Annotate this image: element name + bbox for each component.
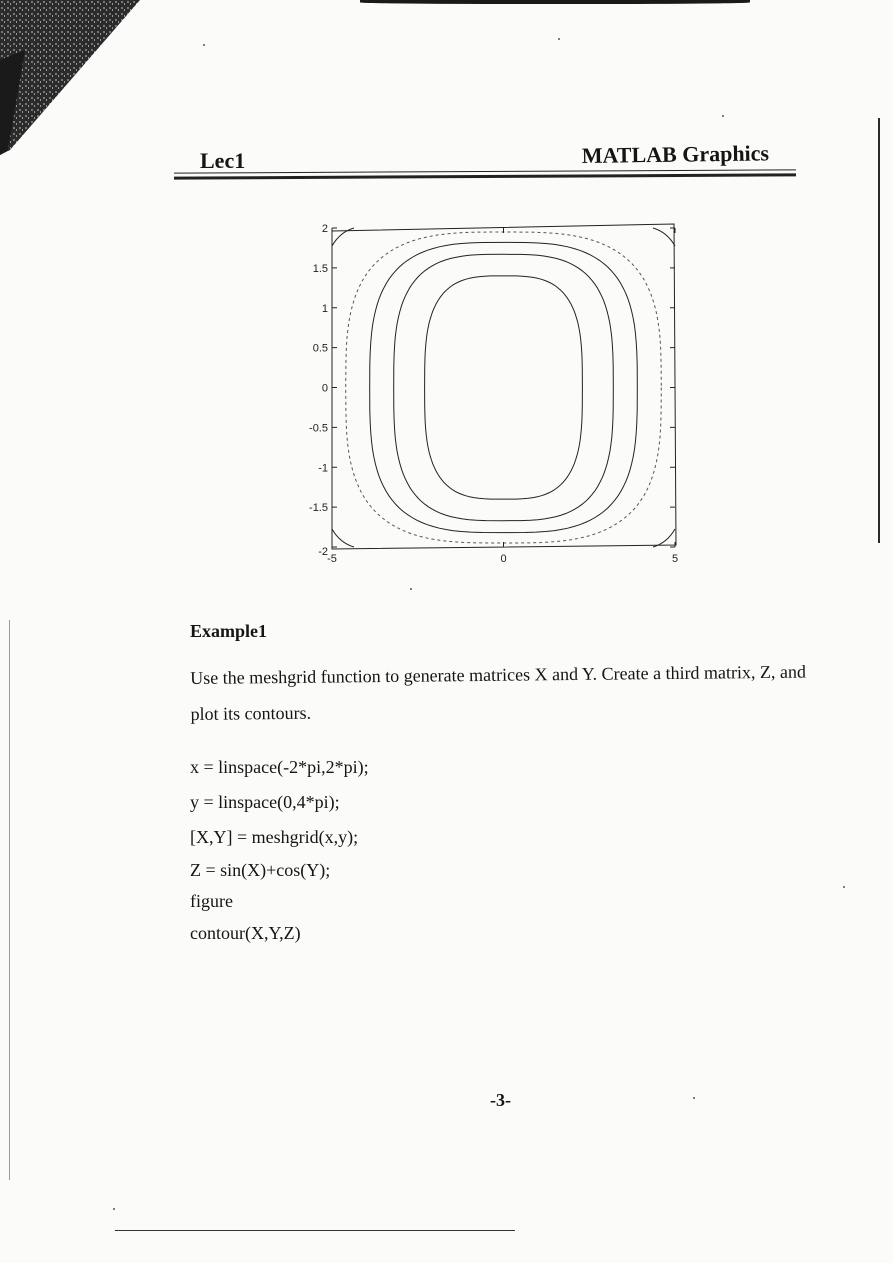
- corner-contour: [653, 529, 675, 547]
- scan-speck: [410, 588, 412, 590]
- contour-level-outer: [370, 242, 638, 532]
- x-axis-ticks: [327, 228, 678, 565]
- contour-lines: [346, 232, 662, 543]
- scan-speck: [203, 44, 205, 46]
- y-tick-label: 2: [321, 223, 328, 235]
- corner-contour: [332, 529, 354, 547]
- y-tick-label: -2: [318, 546, 328, 558]
- scan-bottom-edge: [115, 1230, 515, 1231]
- y-tick-label: -1: [318, 462, 328, 475]
- contour-level-inner: [425, 276, 583, 499]
- contour-plot: [290, 215, 700, 580]
- code-line: Z = sin(X)+cos(Y);: [190, 860, 331, 880]
- scan-speck: [693, 1097, 695, 1099]
- scan-speck: [843, 886, 845, 888]
- y-tick-label: -0.5: [309, 422, 328, 435]
- scan-speck: [113, 1208, 115, 1210]
- code-line: x = linspace(-2*pi,2*pi);: [190, 757, 369, 777]
- page-number: -3-: [490, 1090, 511, 1110]
- code-line: [X,Y] = meshgrid(x,y);: [190, 827, 359, 847]
- code-line: contour(X,Y,Z): [190, 923, 301, 943]
- x-tick-label: -5: [327, 553, 337, 565]
- x-tick-label: 0: [500, 553, 507, 565]
- contour-level-outermost: [346, 232, 662, 543]
- header-lecture-label: Lec1: [200, 148, 246, 173]
- scan-speck: [558, 38, 560, 40]
- scan-shadow-corner: [0, 0, 150, 160]
- code-line: figure: [190, 891, 233, 911]
- y-axis-ticks: [309, 223, 675, 558]
- scan-left-edge: [9, 620, 10, 1180]
- y-tick-label: 1: [321, 302, 328, 315]
- header-rule-thick: [174, 173, 796, 179]
- scan-top-edge: [360, 0, 750, 4]
- corner-contour: [653, 228, 675, 246]
- y-tick-label: 0: [321, 382, 328, 395]
- example-title: Example1: [190, 621, 268, 641]
- scan-speck: [722, 115, 724, 117]
- code-line: y = linspace(0,4*pi);: [190, 792, 340, 812]
- y-tick-label: -1.5: [309, 502, 328, 515]
- contour-level-middle: [394, 254, 614, 520]
- axes-box: [332, 224, 676, 549]
- y-tick-label: 0.5: [312, 342, 328, 355]
- example-description: Use the meshgrid function to generate matrices X and Y. Create a third matrix, Z, and plot its contours.: [190, 661, 807, 724]
- x-tick-label: 5: [671, 553, 679, 565]
- plot-area: [309, 223, 678, 565]
- scan-right-edge: [878, 118, 880, 543]
- header-section-title: MATLAB Graphics: [581, 140, 770, 169]
- y-tick-label: 1.5: [312, 262, 328, 275]
